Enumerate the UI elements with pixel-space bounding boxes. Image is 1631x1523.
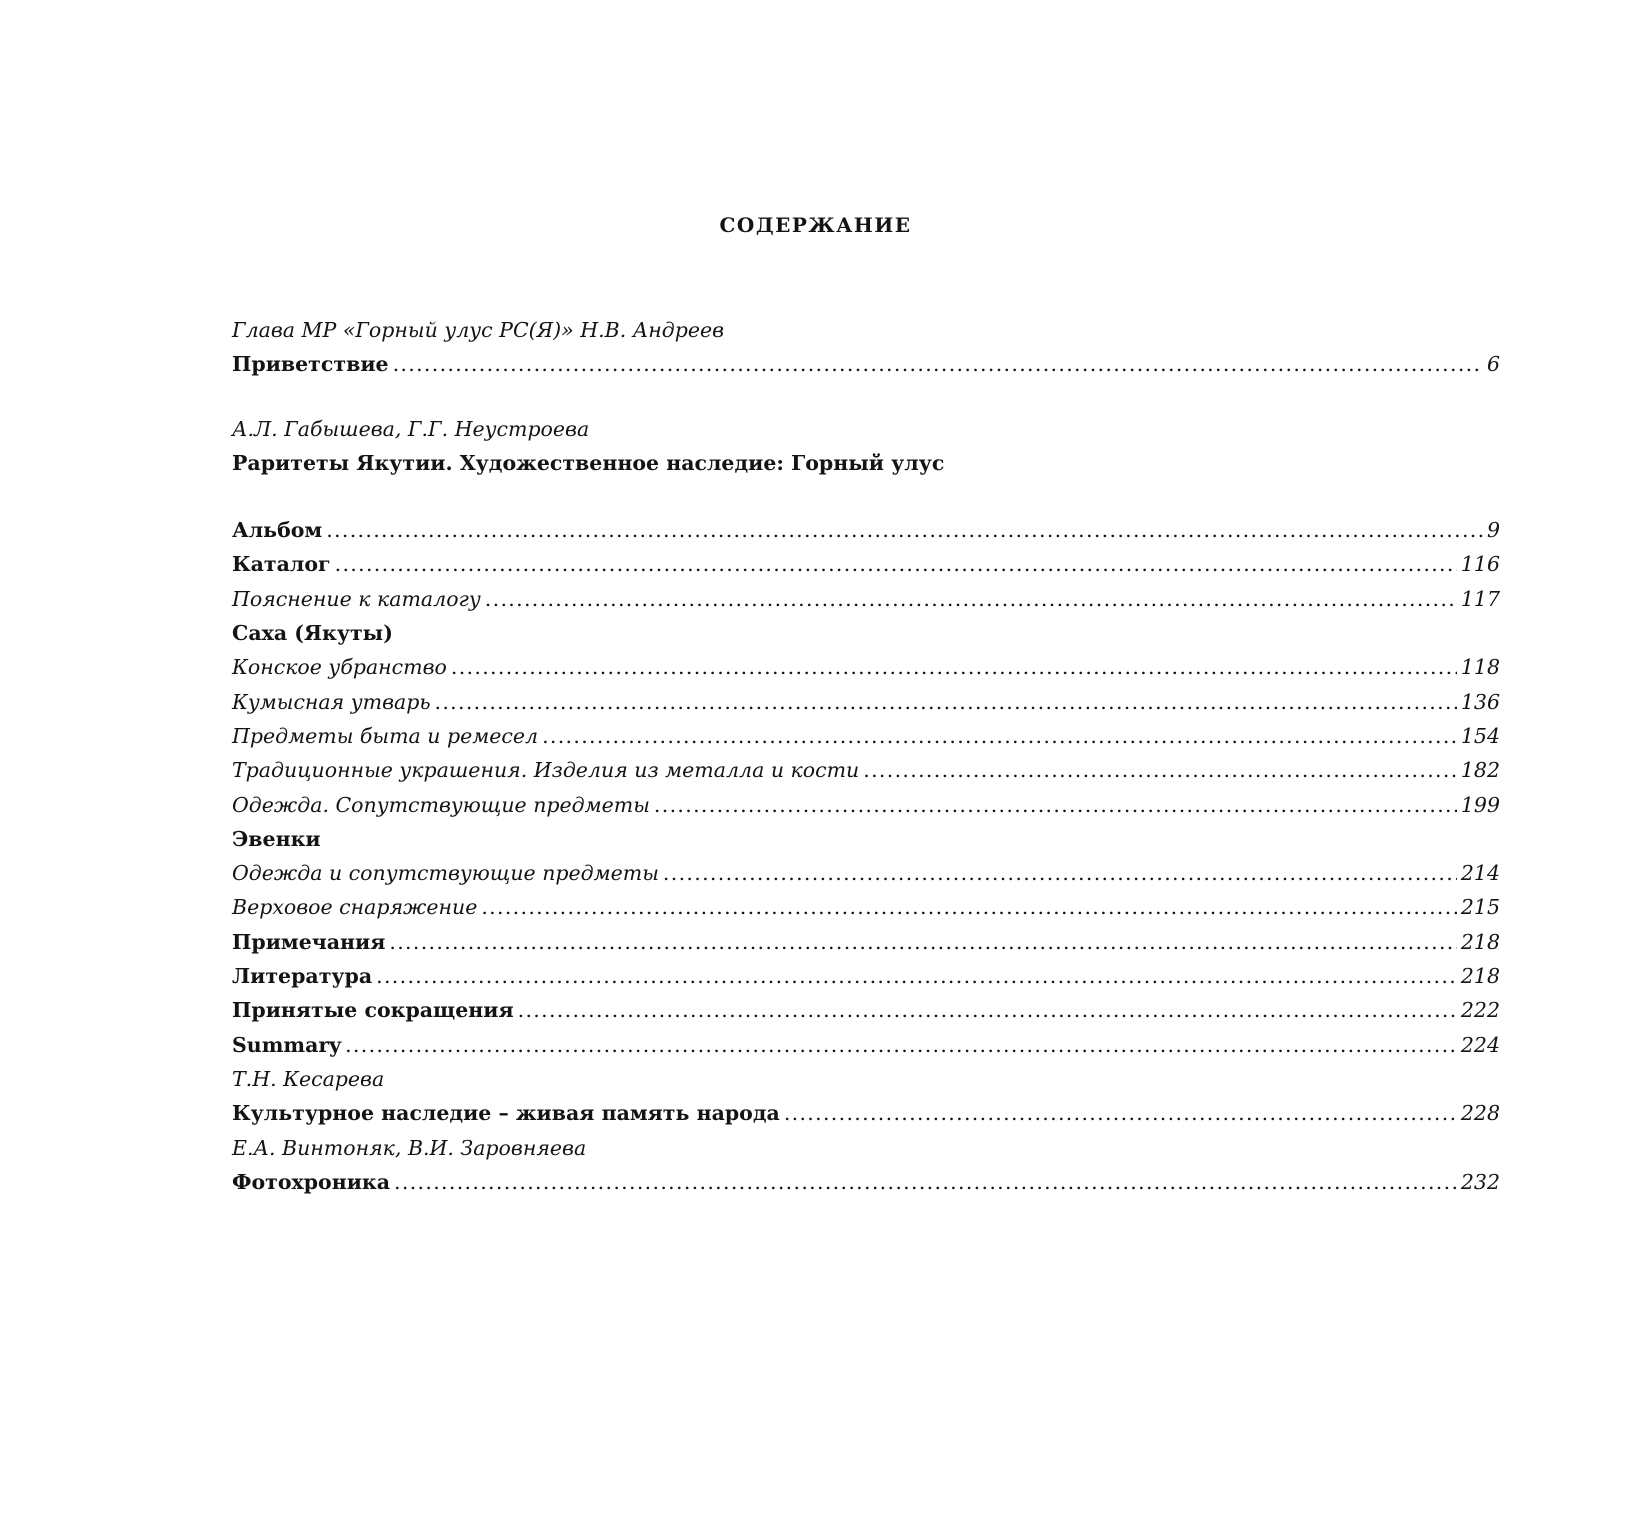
dot-leader bbox=[393, 347, 1483, 381]
dot-leader bbox=[518, 993, 1457, 1027]
dot-leader bbox=[435, 685, 1457, 719]
author-line: А.Л. Габышева, Г.Г. Неустроева bbox=[232, 416, 590, 441]
spacer bbox=[232, 382, 1500, 412]
dot-leader bbox=[326, 513, 1483, 547]
toc-entry-page: 9 bbox=[1486, 518, 1500, 543]
toc-entry-page: 154 bbox=[1460, 723, 1500, 748]
toc-entry-page: 136 bbox=[1460, 689, 1500, 714]
toc-entry-page: 222 bbox=[1460, 998, 1500, 1023]
toc-entry-horse-harness[interactable] bbox=[232, 650, 1500, 684]
toc-entry-label: Принятые сокращения bbox=[232, 998, 514, 1023]
toc-entry-label: Фотохроника bbox=[232, 1169, 391, 1194]
toc-entry-label: Альбом bbox=[232, 518, 323, 543]
section-heading-sakha: Саха (Якуты) bbox=[232, 621, 393, 646]
toc-entry-label: Пояснение к каталогу bbox=[232, 586, 481, 611]
toc-entry-household-items[interactable] bbox=[232, 719, 1500, 753]
author-line: Глава МР «Горный улус РС(Я)» Н.В. Андреев bbox=[232, 318, 725, 342]
toc-entry-label: Каталог bbox=[232, 552, 331, 577]
toc-entry-cultural-heritage[interactable] bbox=[232, 1096, 1500, 1130]
toc-entry-label: Культурное наследие – живая память народа bbox=[232, 1101, 780, 1126]
dot-leader bbox=[345, 1028, 1457, 1062]
toc-entry-literature[interactable] bbox=[232, 959, 1500, 993]
toc-entry-page: 118 bbox=[1460, 655, 1500, 680]
toc-entry-label: Традиционные украшения. Изделия из металла и кости bbox=[232, 758, 860, 783]
toc-entry-evenki-clothing[interactable] bbox=[232, 856, 1500, 890]
toc-entry-clothing[interactable] bbox=[232, 788, 1500, 822]
toc-entry-page: 6 bbox=[1486, 352, 1500, 377]
spacer bbox=[232, 480, 1500, 513]
toc-entry-riding-gear[interactable] bbox=[232, 890, 1500, 924]
toc-entry-label: Приветствие bbox=[232, 352, 389, 377]
toc-entry-page: 214 bbox=[1460, 861, 1500, 886]
toc-entry-notes[interactable] bbox=[232, 925, 1500, 959]
toc-entry-photo-chronicle[interactable] bbox=[232, 1165, 1500, 1199]
toc-entry-catalog[interactable] bbox=[232, 547, 1500, 581]
dot-leader bbox=[389, 925, 1456, 959]
dot-leader bbox=[784, 1096, 1457, 1130]
toc-entry-label: Одежда. Сопутствующие предметы bbox=[232, 792, 650, 817]
toc-entry-page: 228 bbox=[1460, 1101, 1500, 1126]
dot-leader bbox=[485, 582, 1457, 616]
toc-entry-jewelry[interactable] bbox=[232, 753, 1500, 787]
toc-entry-catalog-note[interactable] bbox=[232, 582, 1500, 616]
section-heading: Раритеты Якутии. Художественное наследие: Горный улус bbox=[232, 450, 945, 475]
section-heading-evenki: Эвенки bbox=[232, 826, 321, 851]
toc-entry-greeting[interactable] bbox=[232, 347, 1500, 381]
table-of-contents bbox=[232, 313, 1500, 1199]
dot-leader bbox=[335, 547, 1457, 581]
toc-entry-kumis-ware[interactable] bbox=[232, 685, 1500, 719]
toc-entry-label: Верховое снаряжение bbox=[232, 895, 478, 920]
dot-leader bbox=[654, 788, 1457, 822]
toc-entry-label: Литература bbox=[232, 964, 373, 989]
toc-entry-label: Одежда и сопутствующие предметы bbox=[232, 861, 659, 886]
toc-entry-page: 199 bbox=[1460, 792, 1500, 817]
toc-entry-page: 117 bbox=[1460, 586, 1500, 611]
toc-entry-abbreviations[interactable] bbox=[232, 993, 1500, 1027]
dot-leader bbox=[542, 719, 1457, 753]
dot-leader bbox=[663, 856, 1457, 890]
toc-entry-label: Предметы быта и ремесел bbox=[232, 723, 539, 748]
toc-entry-page: 232 bbox=[1460, 1169, 1500, 1194]
author-line: Т.Н. Кесарева bbox=[232, 1066, 385, 1091]
toc-entry-page: 218 bbox=[1460, 929, 1500, 954]
dot-leader bbox=[451, 650, 1457, 684]
toc-entry-label: Примечания bbox=[232, 929, 386, 954]
page-title: СОДЕРЖАНИЕ bbox=[719, 213, 912, 237]
dot-leader bbox=[863, 753, 1457, 787]
toc-entry-album[interactable] bbox=[232, 513, 1500, 547]
toc-entry-page: 182 bbox=[1460, 758, 1500, 783]
dot-leader bbox=[394, 1165, 1457, 1199]
toc-entry-label: Summary bbox=[232, 1032, 342, 1057]
author-line: Е.А. Винтоняк, В.И. Заровняева bbox=[232, 1135, 587, 1160]
dot-leader bbox=[481, 890, 1457, 924]
toc-entry-summary[interactable] bbox=[232, 1028, 1500, 1062]
toc-entry-page: 218 bbox=[1460, 964, 1500, 989]
toc-entry-page: 215 bbox=[1460, 895, 1500, 920]
toc-entry-label: Кумысная утварь bbox=[232, 689, 431, 714]
toc-entry-page: 116 bbox=[1460, 552, 1500, 577]
toc-entry-page: 224 bbox=[1460, 1032, 1500, 1057]
toc-entry-label: Конское убранство bbox=[232, 655, 447, 680]
dot-leader bbox=[376, 959, 1457, 993]
